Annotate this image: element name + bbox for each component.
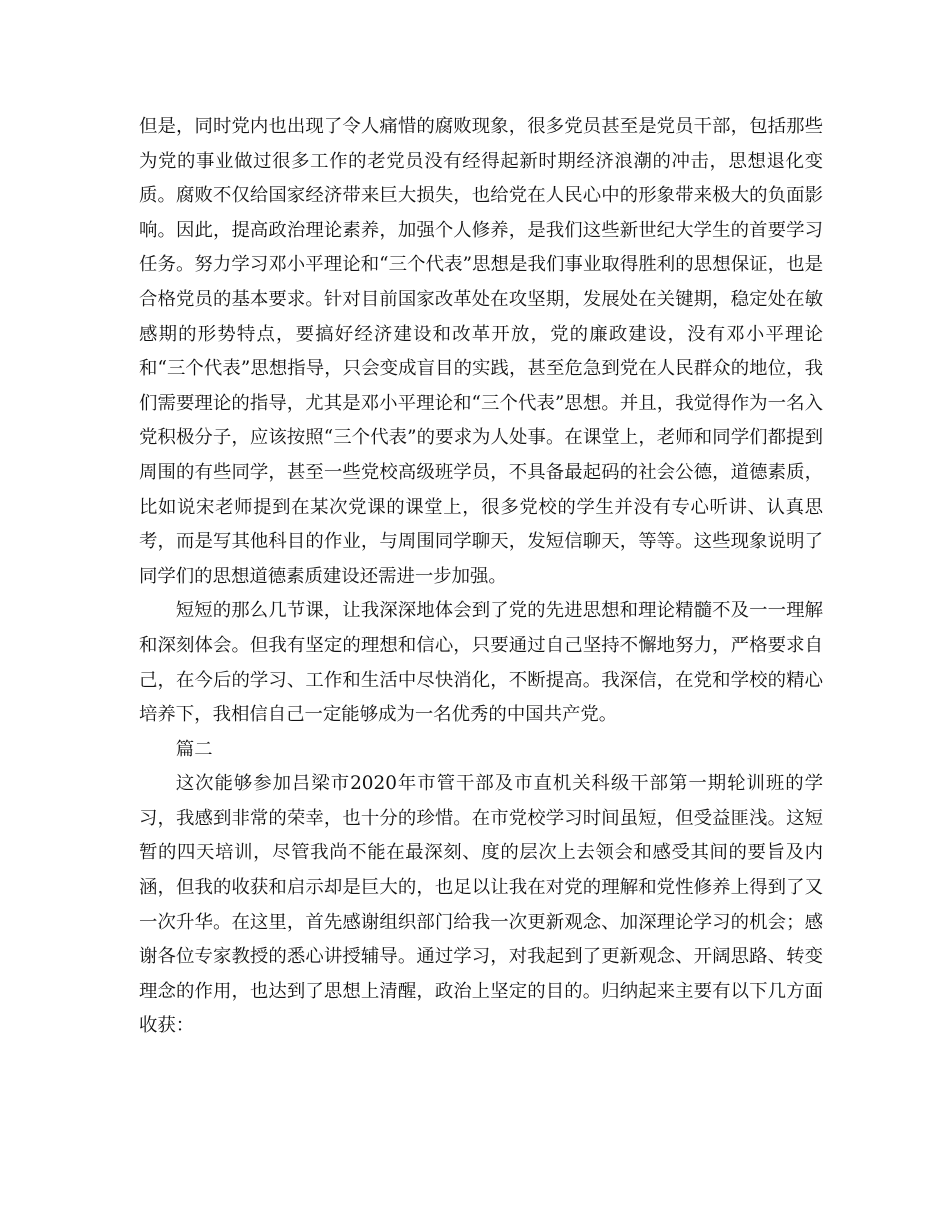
document-body — [139, 110, 823, 1044]
section-heading: 篇二 — [175, 738, 213, 760]
paragraph-1: 但是，同时党内也出现了令人痛惜的腐败现象，很多党员甚至是党员干部，包括那些为党的事业做过很多工作的老党员没有经得起新时期经济浪潮的冲击，思想退化变质。腐败不仅给国家经济带来巨大损失，也给党在人民心中的形象带来极大的负面影响。因此，提高政治理论素养，加强个人修养，是我们这些新世纪大学生的首要学习任务。努力学习邓小平理论和“三个代表”思想是我们事业取得胜利的思想保证，也是合格党员的基本要求。针对目前国家改革处在攻坚期，发展处在关键期，稳定处在敏感期的形势特点，要搞好经济建设和改革开放，党的廉政建设，没有邓小平理论和“三个代表”思想指导，只会变成盲目的实践，甚至危急到党在人民群众的地位，我们需要理论的指导，尤其是邓小平理论和“三个代表”思想。并且，我觉得作为一名入党积极分子，应该按照“三个代表”的要求为人处事。在课堂上，老师和同学们都提到周围的有些同学，甚至一些党校高级班学员，不具备最起码的社会公德，道德素质，比如说宋老师提到在某次党课的课堂上，很多党校的学生并没有专心听讲、认真思考，而是写其他科目的作业，与周围同学聊天，发短信聊天，等等。这些现象说明了同学们的思想道德素质建设还需进一步加强。 — [139, 116, 823, 587]
paragraph-3: 这次能够参加吕梁市2020年市管干部及市直机关科级干部第一期轮训班的学习，我感到非常的荣幸，也十分的珍惜。在市党校学习时间虽短，但受益匪浅。这短暂的四天培训，尽管我尚不能在最深刻、度的层次上去领会和感受其间的要旨及内涵，但我的收获和启示却是巨大的，也足以让我在对党的理解和党性修养上得到了又一次升华。在这里，首先感谢组织部门给我一次更新观念、加深理论学习的机会；感谢各位专家教授的悉心讲授辅导。通过学习，对我起到了更新观念、开阔思路、转变理念的作用，也达到了思想上清醒，政治上坚定的目的。归纳起来主要有以下几方面收获： — [139, 773, 823, 1037]
paragraph-2: 短短的那么几节课，让我深深地体会到了党的先进思想和理论精髓不及一一理解和深刻体会。但我有坚定的理想和信心，只要通过自己坚持不懈地努力，严格要求自己，在今后的学习、工作和生活中尽快消化，不断提高。我深信，在党和学校的精心培养下，我相信自己一定能够成为一名优秀的中国共产党。 — [139, 600, 823, 726]
